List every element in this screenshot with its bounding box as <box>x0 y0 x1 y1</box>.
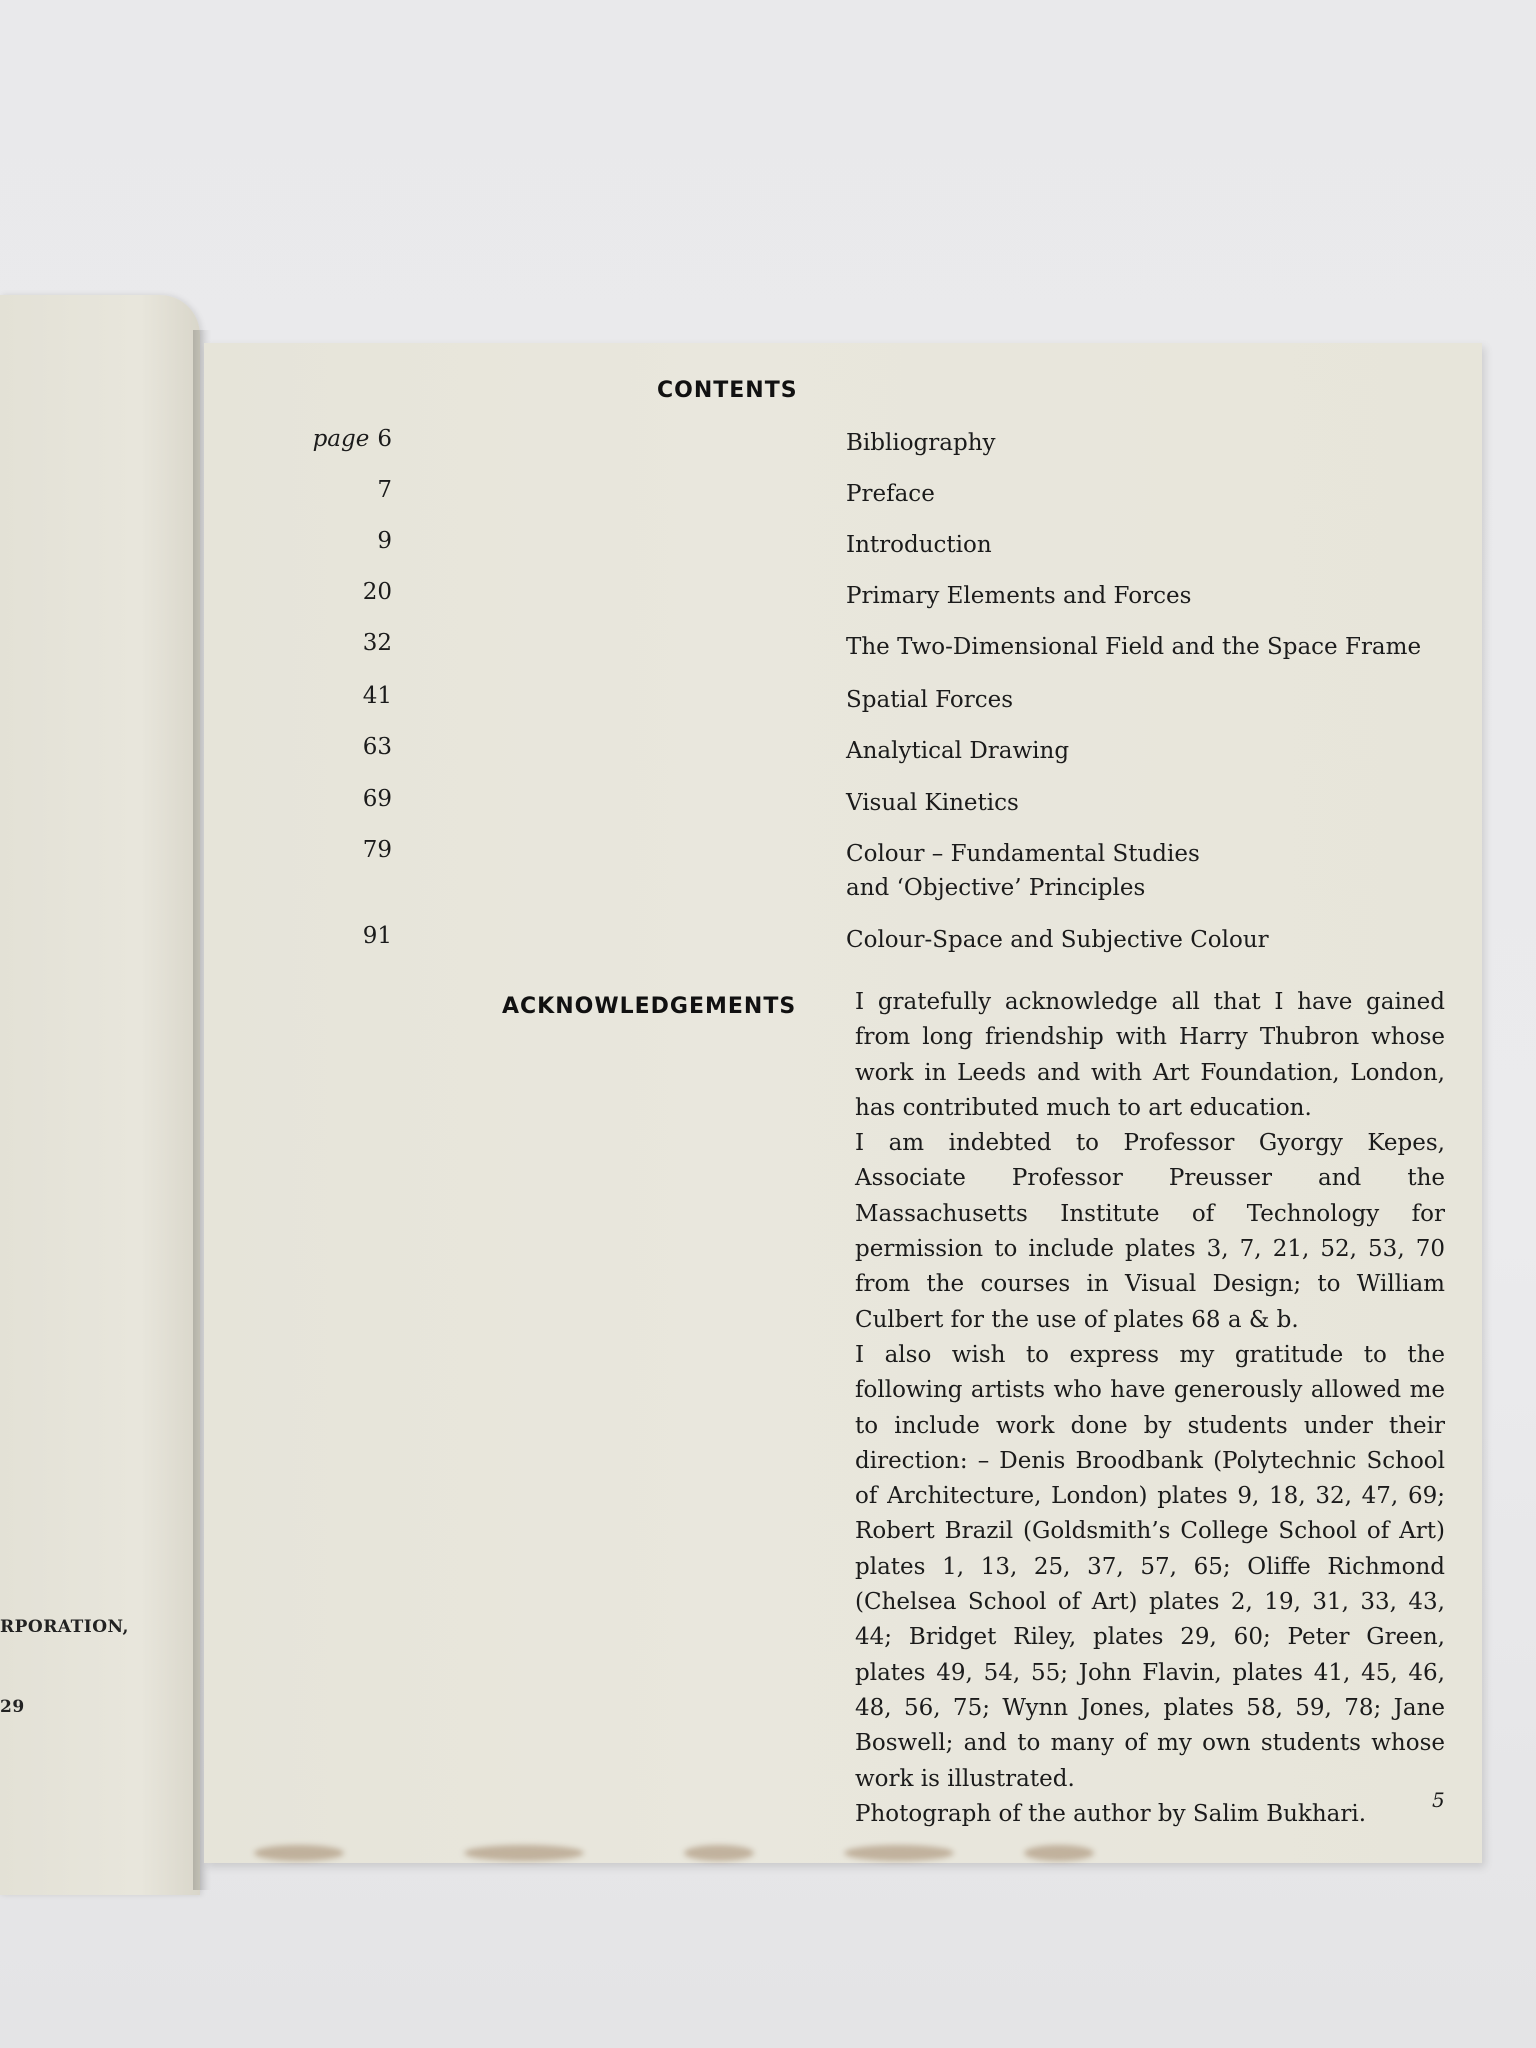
toc-entry[interactable] <box>204 630 1482 670</box>
toc-title: The Two-Dimensional Field and the Space Frame <box>846 634 1422 660</box>
left-page <box>0 295 200 1895</box>
toc-title: Spatial Forces <box>846 687 1014 713</box>
edge-stain <box>464 1845 584 1861</box>
left-page-number-fragment: 29 <box>0 1697 25 1717</box>
toc-title: Visual Kinetics <box>846 790 1019 816</box>
toc-page-number: 41 <box>362 683 392 709</box>
toc-title: Preface <box>846 481 935 507</box>
toc-page-number: 9 <box>377 528 392 554</box>
edge-stain <box>254 1845 344 1861</box>
toc-page-number: 79 <box>362 837 392 863</box>
toc-title: Colour-Space and Subjective Colour <box>846 927 1269 953</box>
toc-entry[interactable] <box>204 528 1482 568</box>
toc-entry[interactable] <box>204 837 1482 909</box>
page-number: 5 <box>1432 1788 1445 1812</box>
left-page-fragment: RPORATION, <box>0 1617 129 1637</box>
toc-page-number: 91 <box>362 923 392 949</box>
toc-title: Introduction <box>846 532 992 558</box>
ack-paragraph: I am indebted to Professor Gyorgy Kepes, Associate Professor Preusser and the Massachusetts Institute of Technology for permission to include plates 3, 7, 21, 52, 53, 70 from the courses in Visual Design; to William Culbert for the use of plates 68 a & b. <box>855 1130 1445 1333</box>
toc-entry[interactable] <box>204 683 1482 723</box>
toc-entry[interactable] <box>204 426 1482 466</box>
ack-paragraph: I gratefully acknowledge all that I have gained from long friendship with Harry Thubron whose work in Leeds and with Art Foundation, London, has contributed much to art education. <box>855 989 1445 1121</box>
ack-paragraph: I also wish to express my gratitude to the following artists who have generously allowed me to include work done by students under their direction: – Denis Broodbank (Polytechnic School of Architecture, London) plates 9, 18, 32, 47, 69; Robert Brazil (Goldsmith’s College School of Art) plates 1, 13, 25, 37, 57, 65; Oliffe Richmond (Chelsea School of Art) plates 2, 19, 31, 33, 43, 44; Bridget Riley, plates 29, 60; Peter Green, plates 49, 54, 55; John Flavin, plates 41, 45, 46, 48, 56, 75; Wynn Jones, plates 58, 59, 78; Jane Boswell; and to many of my own students whose work is illustrated. <box>855 1341 1445 1792</box>
right-page <box>204 343 1482 1863</box>
toc-page-number: 69 <box>362 786 392 812</box>
acknowledgements-heading: ACKNOWLEDGEMENTS <box>502 994 797 1019</box>
edge-stain <box>1024 1845 1094 1861</box>
toc-page-number: page 6 <box>312 426 392 452</box>
toc-page-number: 7 <box>377 477 392 503</box>
acknowledgements-body <box>855 985 1445 1832</box>
page-prefix: page <box>312 426 370 452</box>
edge-stain <box>844 1845 954 1861</box>
toc-entry[interactable] <box>204 579 1482 619</box>
toc-entry[interactable] <box>204 734 1482 774</box>
contents-heading: CONTENTS <box>657 378 798 403</box>
toc-page-number: 32 <box>362 630 392 656</box>
toc-page-number: 63 <box>362 734 392 760</box>
toc-title: Analytical Drawing <box>846 738 1070 764</box>
toc-title: Primary Elements and Forces <box>846 583 1192 609</box>
toc-title: Bibliography <box>846 430 996 456</box>
toc-entry[interactable] <box>204 477 1482 517</box>
ack-paragraph: Photograph of the author by Salim Bukhari. <box>855 1800 1367 1827</box>
toc-page-number: 20 <box>362 579 392 605</box>
toc-entry[interactable] <box>204 923 1482 963</box>
toc-title: Colour – Fundamental Studies and ‘Objective’ Principles <box>846 841 1200 901</box>
toc-entry[interactable] <box>204 786 1482 826</box>
edge-stain <box>684 1845 754 1861</box>
